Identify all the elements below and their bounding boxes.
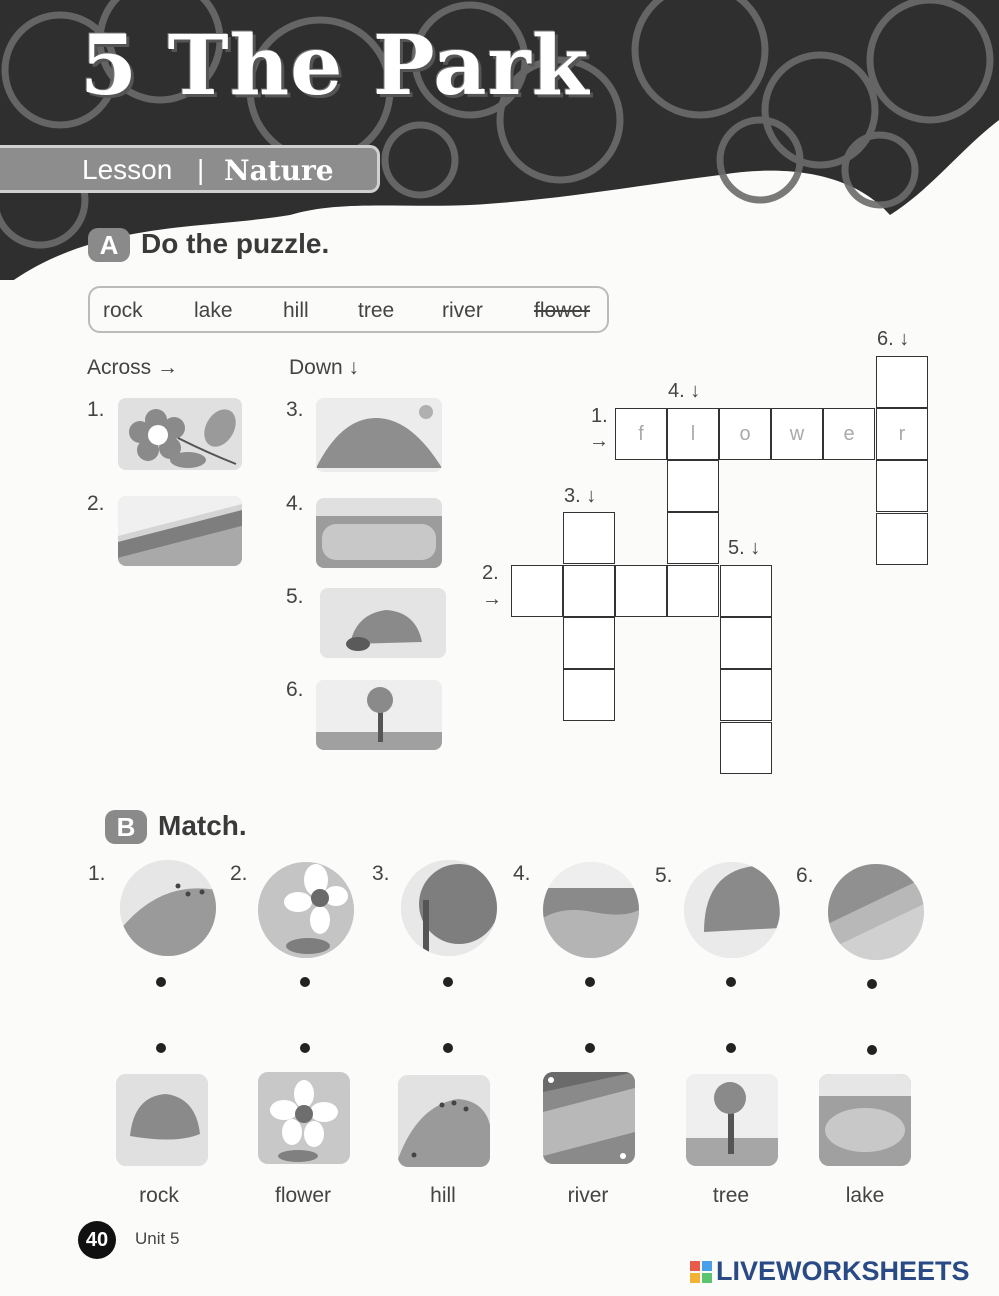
down-clue-number: 3. bbox=[286, 398, 304, 421]
section-a-title: Do the puzzle. bbox=[141, 228, 330, 259]
match-dot-bottom[interactable] bbox=[867, 1045, 877, 1055]
match-dot-top[interactable] bbox=[300, 977, 310, 987]
clue-number-4: 4. ↓ bbox=[668, 380, 701, 402]
match-dot-top[interactable] bbox=[156, 977, 166, 987]
match-dot-bottom[interactable] bbox=[156, 1043, 166, 1053]
across-arrow-1: → bbox=[589, 430, 609, 452]
down-clue-number: 6. bbox=[286, 678, 304, 701]
hill-square bbox=[398, 1075, 490, 1167]
brand-name[interactable]: LIVEWORKSHEETS bbox=[716, 1256, 970, 1286]
clue-number-5: 5. ↓ bbox=[728, 537, 761, 559]
word-bank-item: lake bbox=[194, 299, 233, 322]
clue-number-1: 1. bbox=[591, 405, 608, 427]
match-word: hill bbox=[430, 1184, 456, 1207]
lesson-name: Nature bbox=[224, 154, 334, 187]
river-closeup-icon bbox=[828, 864, 924, 960]
flower-closeup-icon bbox=[258, 862, 354, 958]
word-bank-item: rock bbox=[103, 299, 143, 322]
tree-closeup-icon bbox=[401, 860, 497, 956]
tree-square bbox=[686, 1074, 778, 1166]
section-b-badge: B bbox=[105, 810, 147, 844]
across-label: Across → bbox=[87, 356, 179, 379]
match-number: 1. bbox=[88, 862, 106, 885]
match-number: 5. bbox=[655, 864, 673, 887]
river-closeup bbox=[828, 864, 924, 960]
match-dot-bottom[interactable] bbox=[300, 1043, 310, 1053]
clue-number-6: 6. ↓ bbox=[877, 328, 910, 350]
down-clue-number: 5. bbox=[286, 585, 304, 608]
crossword-cell[interactable]: w bbox=[771, 408, 823, 460]
match-word: rock bbox=[139, 1184, 179, 1207]
rock-square bbox=[116, 1074, 208, 1166]
match-dot-top[interactable] bbox=[867, 979, 877, 989]
crossword-cell[interactable]: r bbox=[876, 408, 928, 460]
crossword-cell[interactable]: e bbox=[823, 408, 875, 460]
tree-square-icon bbox=[686, 1074, 778, 1166]
match-number: 3. bbox=[372, 862, 390, 885]
page-number: 40 bbox=[78, 1221, 116, 1259]
hill-square-icon bbox=[398, 1075, 490, 1167]
tree-closeup bbox=[401, 860, 497, 956]
word-bank-item: hill bbox=[283, 299, 309, 322]
match-dot-bottom[interactable] bbox=[443, 1043, 453, 1053]
flower-square bbox=[258, 1072, 350, 1164]
word-bank-item: tree bbox=[358, 299, 395, 322]
liveworksheets-logo-icon bbox=[690, 1261, 712, 1283]
lesson-separator: | bbox=[197, 154, 205, 185]
crossword-cell[interactable]: o bbox=[719, 408, 771, 460]
match-dot-top[interactable] bbox=[585, 977, 595, 987]
river-square-icon bbox=[543, 1072, 635, 1164]
match-dot-bottom[interactable] bbox=[726, 1043, 736, 1053]
crossword-cell[interactable]: l bbox=[667, 408, 719, 460]
down-clue-number: 4. bbox=[286, 492, 304, 515]
lake-square-icon bbox=[819, 1074, 911, 1166]
crossword-cell[interactable]: f bbox=[615, 408, 667, 460]
rock-square-icon bbox=[116, 1074, 208, 1166]
unit-label: Unit 5 bbox=[135, 1229, 180, 1248]
word-bank-item-struck: flower bbox=[534, 299, 591, 322]
section-b-title: Match. bbox=[158, 810, 247, 841]
flower-closeup bbox=[258, 862, 354, 958]
word-bank-item: river bbox=[442, 299, 483, 322]
match-dot-top[interactable] bbox=[726, 977, 736, 987]
section-a-badge: A bbox=[88, 228, 130, 262]
hill-closeup bbox=[120, 860, 216, 956]
match-dot-top[interactable] bbox=[443, 977, 453, 987]
lake-closeup bbox=[543, 862, 639, 958]
clue-number-2: 2. bbox=[482, 562, 499, 584]
lake-square bbox=[819, 1074, 911, 1166]
rock-closeup-icon bbox=[684, 862, 780, 958]
unit-title: 5 The Park bbox=[80, 18, 590, 114]
rock-closeup bbox=[684, 862, 780, 958]
across-arrow-2: → bbox=[482, 588, 502, 610]
match-word: lake bbox=[845, 1184, 885, 1207]
clue-number-3: 3. ↓ bbox=[564, 485, 597, 507]
match-word: tree bbox=[712, 1184, 750, 1207]
down-label: Down ↓ bbox=[289, 356, 360, 379]
flower-square-icon bbox=[258, 1072, 350, 1164]
hill-closeup-icon bbox=[120, 860, 216, 956]
across-clue-number: 2. bbox=[87, 492, 105, 515]
match-word: flower bbox=[274, 1184, 332, 1207]
across-clue-number: 1. bbox=[87, 398, 105, 421]
match-word: river bbox=[567, 1184, 609, 1207]
match-number: 6. bbox=[796, 864, 814, 887]
match-dot-bottom[interactable] bbox=[585, 1043, 595, 1053]
lake-closeup-icon bbox=[543, 862, 639, 958]
match-number: 2. bbox=[230, 862, 248, 885]
match-number: 4. bbox=[513, 862, 531, 885]
river-square bbox=[543, 1072, 635, 1164]
lesson-word: Lesson bbox=[82, 154, 173, 185]
